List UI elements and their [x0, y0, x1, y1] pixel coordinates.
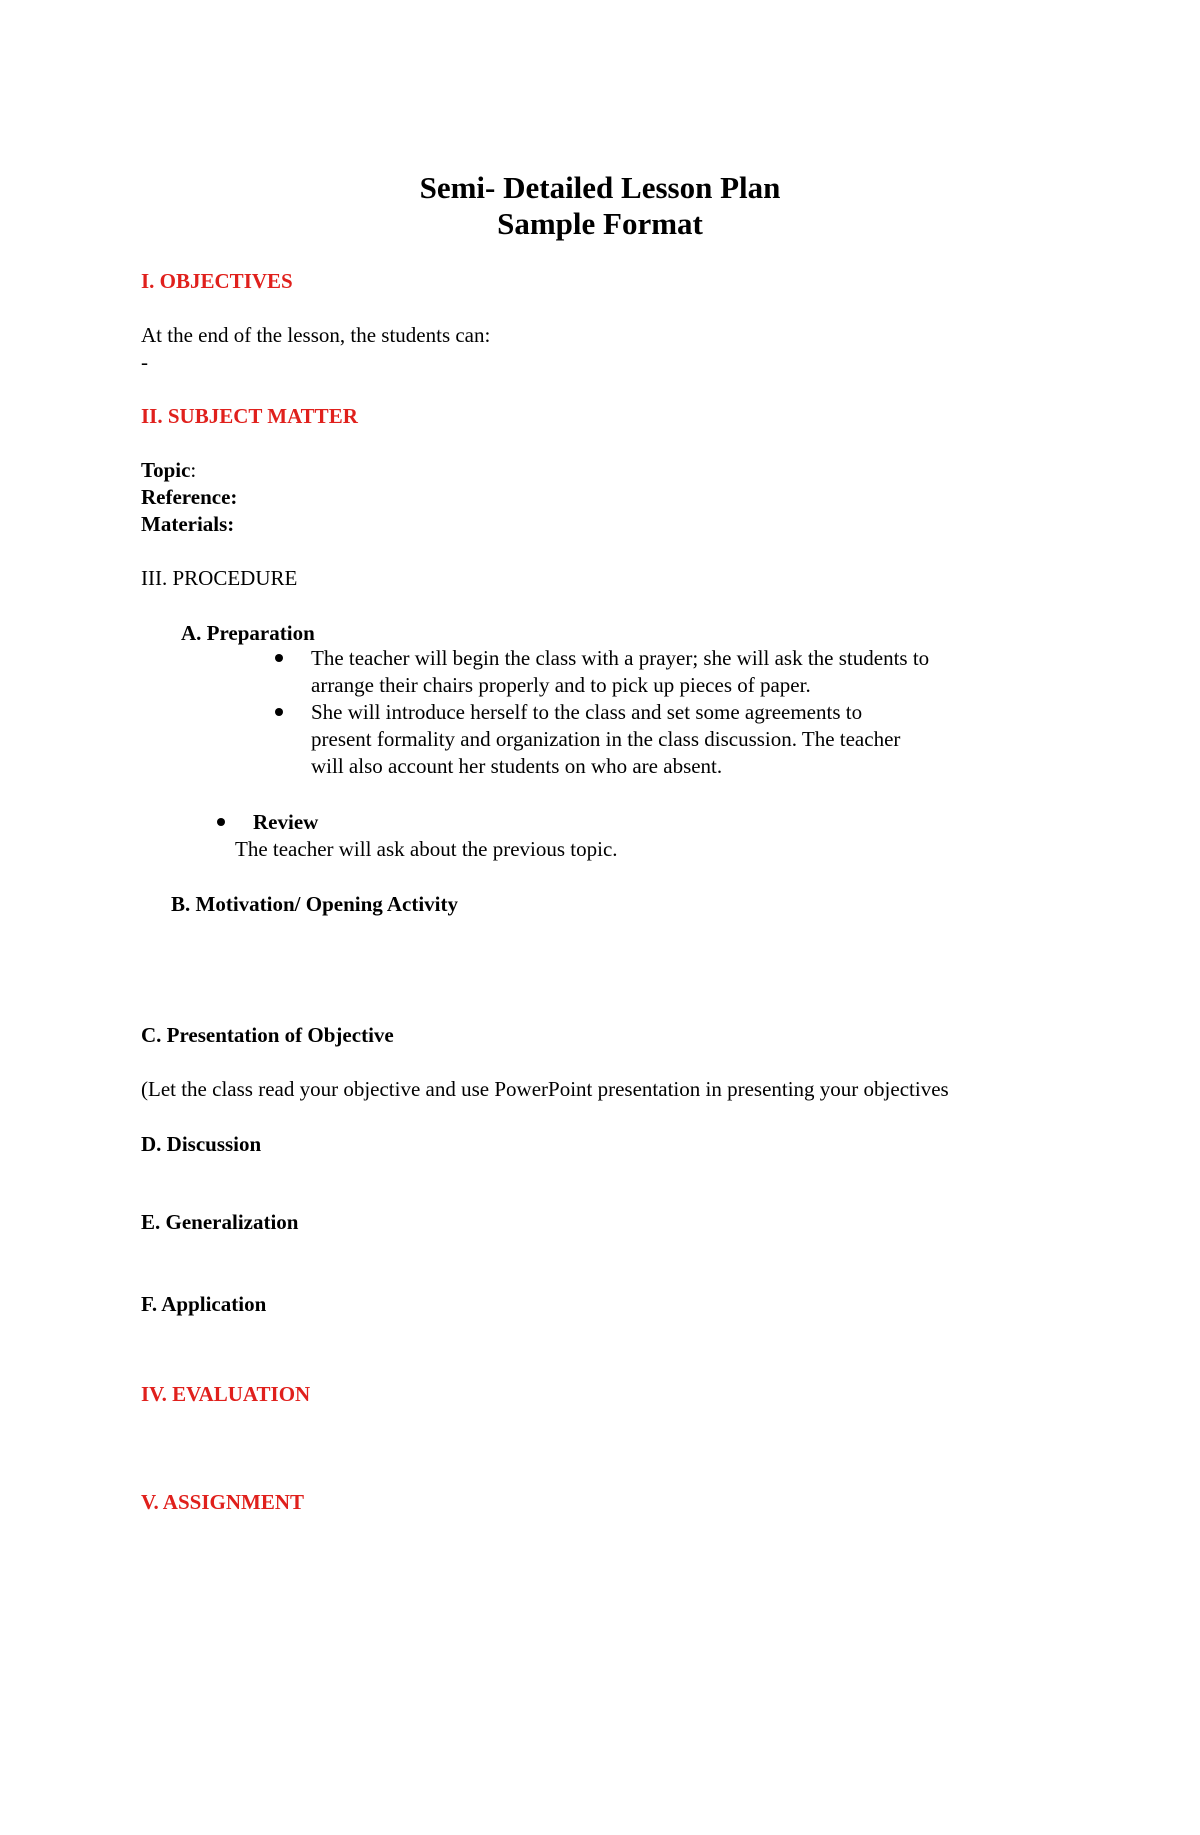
preparation-bullet2-line3: will also account her students on who are absent. — [311, 754, 723, 778]
preparation-bullet1-line2: arrange their chairs properly and to pick up pieces of paper. — [311, 673, 811, 697]
bullet-icon — [217, 818, 225, 826]
review-text: The teacher will ask about the previous topic. — [235, 837, 618, 861]
preparation-bullet1-line1: The teacher will begin the class with a prayer; she will ask the students to — [311, 646, 930, 670]
motivation-heading: B. Motivation/ Opening Activity — [171, 892, 459, 916]
procedure-heading: III. PROCEDURE — [141, 566, 298, 590]
assignment-heading: V. ASSIGNMENT — [141, 1490, 304, 1514]
generalization-heading: E. Generalization — [141, 1210, 299, 1234]
topic-row — [141, 460, 196, 481]
document-title-line1: Semi- Detailed Lesson Plan — [419, 170, 781, 205]
bullet-icon — [275, 708, 283, 716]
presentation-heading: C. Presentation of Objective — [141, 1023, 394, 1047]
preparation-bullet2-line1: She will introduce herself to the class and set some agreements to — [311, 700, 863, 724]
materials-label: Materials: — [141, 512, 235, 536]
objectives-intro: At the end of the lesson, the students can: — [141, 323, 491, 347]
presentation-text: (Let the class read your objective and use PowerPoint presentation in presenting your objectives — [141, 1077, 949, 1101]
document-title-line2: Sample Format — [497, 206, 703, 241]
topic-colon: : — [190, 458, 197, 482]
evaluation-heading: IV. EVALUATION — [141, 1382, 311, 1406]
subject-matter-heading: II. SUBJECT MATTER — [141, 404, 358, 428]
discussion-heading: D. Discussion — [141, 1132, 262, 1156]
topic-label: Topic — [141, 458, 191, 482]
preparation-bullet2-line2: present formality and organization in the class discussion. The teacher — [311, 727, 901, 751]
bullet-icon — [275, 654, 283, 662]
objectives-dash: - — [141, 350, 148, 374]
objectives-heading: I. OBJECTIVES — [141, 269, 293, 293]
reference-label: Reference: — [141, 485, 238, 509]
review-heading: Review — [253, 810, 319, 834]
preparation-heading: A. Preparation — [181, 621, 315, 645]
application-heading: F. Application — [141, 1292, 267, 1316]
